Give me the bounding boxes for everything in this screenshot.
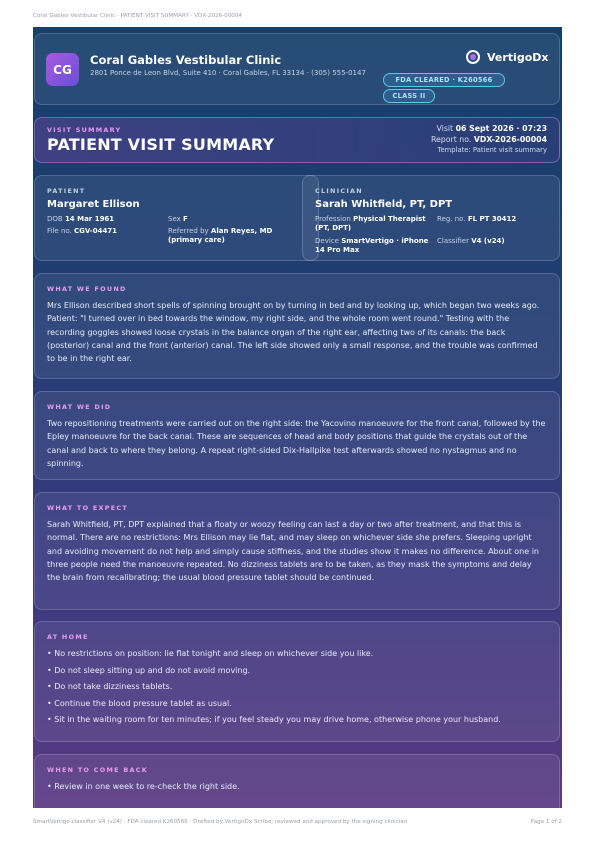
title-kicker: VISIT SUMMARY xyxy=(47,126,122,134)
clinician-classifier: Classifier V4 (v24) xyxy=(437,237,505,245)
section-heading: WHEN TO COME BACK xyxy=(47,766,148,774)
section-body: Two repositioning treatments were carried out on the right side: the Yacovino manoeuvre for the front canal, followed by the Epley manoeuvre for the back canal. These are sequences of head and body positions that guide the crystals out of the canal and back to where they belong. A repeat right-sided Dix-Hallpike test afterwards showed no nystagmus and no spinning. xyxy=(47,419,546,468)
section-body: Mrs Ellison described short spells of spinning brought on by turning in bed and by looking up, which began two weeks ago. Patient: "I turned over in bed towards the window, my right side, and the whole room went round." Testing with the recording goggles showed loose crystals in the balance organ of the right ear, affecting two of its canals: the back (posterior) canal and the front (anterior) canal. The left side showed only a small response, and the trouble was confirmed to be in the right ear. xyxy=(47,301,540,364)
title-card xyxy=(34,117,560,163)
list-item: • Do not sleep sitting up and do not avoid moving. xyxy=(47,665,251,675)
section-what-to-expect xyxy=(34,492,560,610)
brand-name: VertigoDx xyxy=(487,50,549,64)
clinician-name: Sarah Whitfield, PT, DPT xyxy=(315,199,453,210)
list-item: • No restrictions on position: lie flat tonight and sleep on whichever side you like. xyxy=(47,649,374,658)
section-heading: WHAT TO EXPECT xyxy=(47,504,129,512)
footer-text: SmartVertigo classifier V4 (v24) · FDA cleared K260566 · Drafted by VertigoDx Scribe; reviewed and approved by the signing clinician xyxy=(33,819,408,825)
running-header: Coral Gables Vestibular Clinic · PATIENT VISIT SUMMARY · VDX-2026-00004 xyxy=(33,13,242,19)
template-name: Template: Patient visit summary xyxy=(437,146,547,154)
report-sheet xyxy=(33,27,562,808)
section-what-we-found xyxy=(34,273,560,379)
section-heading: AT HOME xyxy=(47,633,89,641)
clinic-name: Coral Gables Vestibular Clinic xyxy=(90,53,282,67)
patient-name: Margaret Ellison xyxy=(47,199,140,210)
section-what-we-did xyxy=(34,391,560,480)
report-label: Report no. xyxy=(430,134,472,144)
clinician-kicker: CLINICIAN xyxy=(315,187,363,195)
list-item: • Continue the blood pressure tablet as usual. xyxy=(47,698,232,708)
clinician-profession: Profession Physical Therapist (PT, DPT) xyxy=(315,215,426,232)
page-title: PATIENT VISIT SUMMARY xyxy=(47,135,275,154)
visit-meta xyxy=(431,124,547,156)
list-item: • Review in one week to re-check the right side. xyxy=(47,782,240,791)
section-at-home xyxy=(34,621,560,742)
clinic-header xyxy=(34,33,560,105)
home-instructions-list xyxy=(47,648,547,731)
patient-sex: Sex F xyxy=(168,215,188,223)
fda-badge: FDA CLEARED · K260566 xyxy=(383,73,505,87)
brand-logo-icon xyxy=(466,50,480,64)
list-item: • Sit in the waiting room for ten minutes; if you feel steady you may drive home, otherwise phone your husband. xyxy=(47,715,501,724)
patient-file-no: File no. CGV-04471 xyxy=(47,227,118,235)
brand xyxy=(466,50,548,64)
section-body: Sarah Whitfield, PT, DPT explained that a floaty or woozy feeling can last a day or two after treatment, and that this is normal. There are no restrictions: Mrs Ellison may lie flat, and may sleep on whichever side she prefers. Sleeping upright and avoiding movement do not help and simply cause stiffness, and the studies show it makes no difference. About one in three people need the manoeuvre repeated. No dizziness tablets are to be taken, as they mask the symptoms and delay the brain from recalibrating; the usual blood pressure tablet should be continued. xyxy=(47,520,539,583)
clinician-reg-no: Reg. no. FL PT 30412 xyxy=(437,215,517,223)
visit-date: 06 Sept 2026 · 07:23 xyxy=(455,124,547,133)
list-item: • Do not take dizziness tablets. xyxy=(47,682,173,691)
patient-card xyxy=(34,175,319,261)
visit-label: Visit xyxy=(436,124,454,133)
section-heading: WHAT WE DID xyxy=(47,403,112,411)
section-heading: WHAT WE FOUND xyxy=(47,285,127,293)
clinician-card xyxy=(302,175,560,261)
clinic-address: 2801 Ponce de Leon Blvd, Suite 410 · Coral Gables, FL 33134 · (305) 555-0147 xyxy=(90,69,366,77)
page-number: Page 1 of 2 xyxy=(530,819,562,825)
patient-kicker: PATIENT xyxy=(47,187,86,195)
class-badge: CLASS II xyxy=(383,89,435,103)
report-number: VDX-2026-00004 xyxy=(473,134,547,144)
return-list xyxy=(47,781,547,798)
section-when-to-come-back xyxy=(34,754,560,808)
clinician-device: Device SmartVertigo · iPhone 14 Pro Max xyxy=(315,237,429,254)
clinic-logo: CG xyxy=(46,53,79,86)
page-footer xyxy=(33,819,562,825)
patient-dob: DOB 14 Mar 1961 xyxy=(47,215,115,223)
patient-referred-by: Referred by Alan Reyes, MD (primary care) xyxy=(168,227,273,244)
